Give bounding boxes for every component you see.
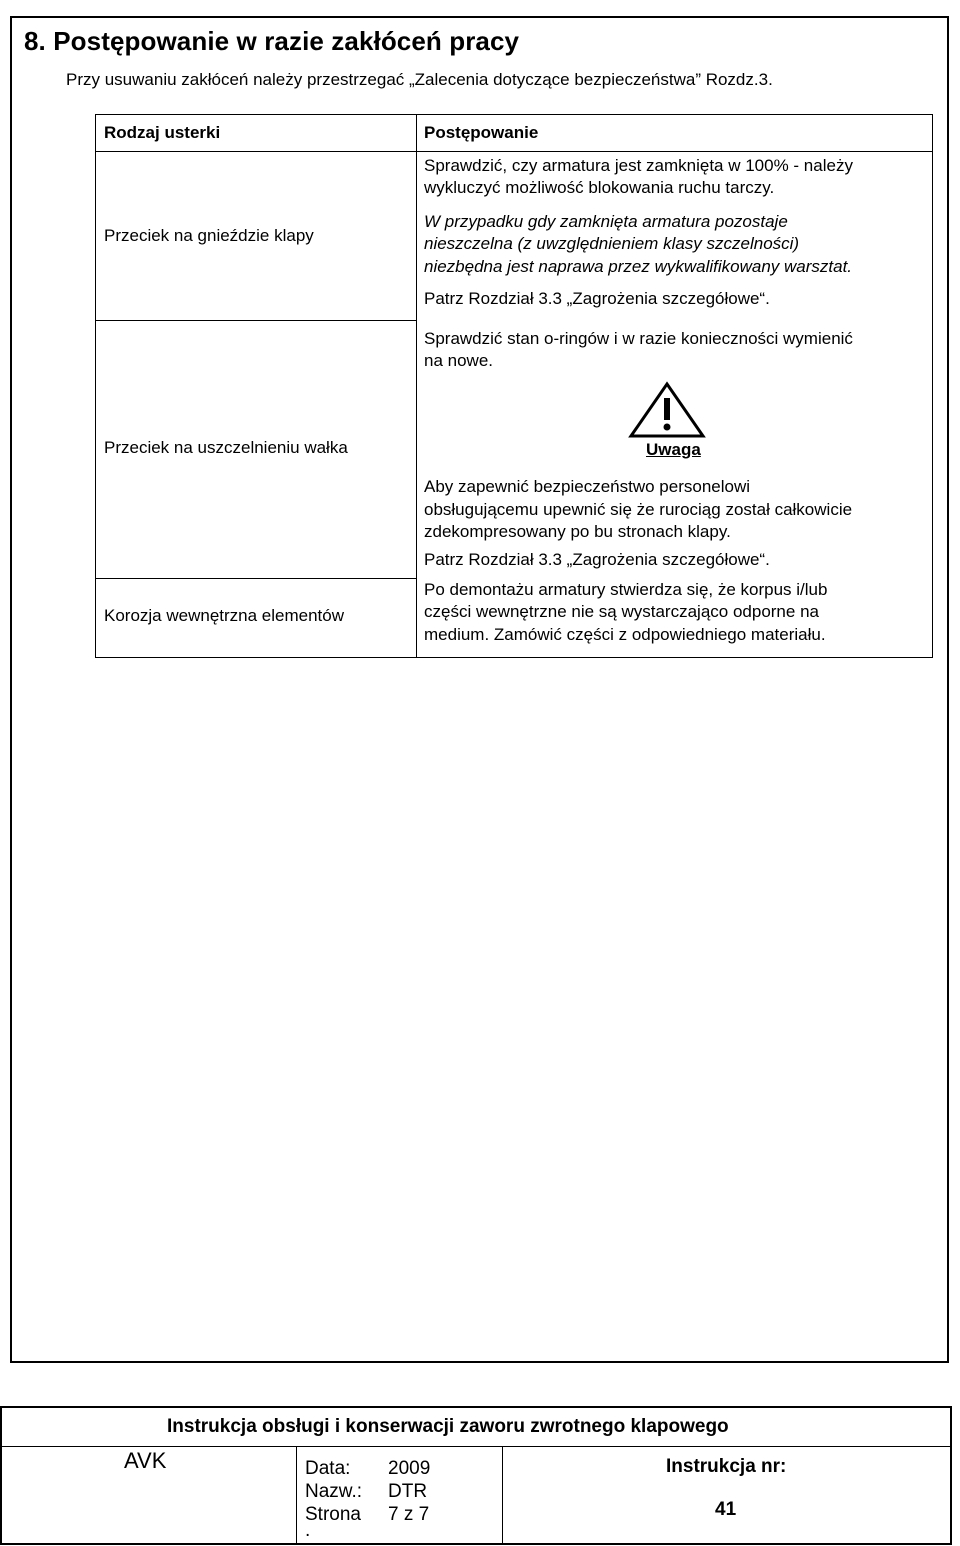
footer-instruction-label: Instrukcja nr: xyxy=(666,1456,787,1477)
footer-date-value: 2009 xyxy=(388,1458,431,1479)
footer-page-label: Strona xyxy=(305,1504,361,1525)
procedure-line: wykluczyć możliwość blokowania ruchu tarczy. xyxy=(424,178,775,197)
footer-brand: AVK xyxy=(124,1448,167,1473)
procedure-italic-line: nieszczelna (z uwzględnieniem klasy szczelności) xyxy=(424,234,800,253)
procedure-line: medium. Zamówić części z odpowiedniego materiału. xyxy=(424,625,826,644)
procedure-line: Po demontażu armatury stwierdza się, że korpus i/lub xyxy=(424,580,828,599)
procedure-italic-line: niezbędna jest naprawa przez wykwalifikowany warsztat. xyxy=(424,257,853,276)
warning-line: obsługującemu upewnić się że rurociąg został całkowicie xyxy=(424,500,853,519)
section-intro: Przy usuwaniu zakłóceń należy przestrzegać „Zalecenia dotyczące bezpieczeństwa” Rozdz.3. xyxy=(66,70,773,89)
warning-triangle-icon xyxy=(628,381,706,439)
document-footer xyxy=(0,1406,952,1545)
procedure-reference: Patrz Rozdział 3.3 „Zagrożenia szczegółowe“. xyxy=(424,550,770,569)
warning-line: zdekompresowany po bu stronach klapy. xyxy=(424,522,731,541)
warning-label: Uwaga xyxy=(646,440,701,459)
section-title: 8. Postępowanie w razie zakłóceń pracy xyxy=(24,26,520,56)
footer-document-title: Instrukcja obsługi i konserwacji zaworu zwrotnego klapowego xyxy=(167,1416,729,1437)
troubleshooting-table xyxy=(95,114,933,658)
fault-internal-corrosion: Korozja wewnętrzna elementów xyxy=(104,606,345,625)
fault-seat-leak: Przeciek na gnieździe klapy xyxy=(104,226,314,245)
footer-page-label-tail: . xyxy=(305,1520,311,1541)
table-row-divider-2 xyxy=(96,578,416,579)
fault-shaft-seal-leak: Przeciek na uszczelnieniu wałka xyxy=(104,438,348,457)
header-fault-type: Rodzaj usterki xyxy=(104,123,221,142)
procedure-line: Sprawdzić, czy armatura jest zamknięta w 100% - należy xyxy=(424,156,853,175)
footer-divider xyxy=(502,1446,503,1544)
footer-divider xyxy=(2,1446,950,1447)
footer-name-label: Nazw.: xyxy=(305,1481,363,1502)
table-column-divider xyxy=(416,115,417,657)
footer-name-value: DTR xyxy=(388,1481,428,1502)
header-procedure: Postępowanie xyxy=(424,123,539,142)
procedure-line: Sprawdzić stan o-ringów i w razie konieczności wymienić xyxy=(424,329,853,348)
procedure-italic-line: W przypadku gdy zamknięta armatura pozostaje xyxy=(424,212,788,231)
procedure-line: na nowe. xyxy=(424,351,493,370)
footer-divider xyxy=(296,1446,297,1544)
table-row-divider-1 xyxy=(96,320,416,321)
warning-line: Aby zapewnić bezpieczeństwo personelowi xyxy=(424,477,751,496)
footer-date-label: Data: xyxy=(305,1458,351,1479)
procedure-line: części wewnętrzne nie są wystarczająco odporne na xyxy=(424,602,819,621)
procedure-reference: Patrz Rozdział 3.3 „Zagrożenia szczegółowe“. xyxy=(424,289,770,308)
footer-instruction-number: 41 xyxy=(715,1499,737,1520)
footer-page-value: 7 z 7 xyxy=(388,1504,430,1525)
table-header-divider xyxy=(96,151,932,152)
